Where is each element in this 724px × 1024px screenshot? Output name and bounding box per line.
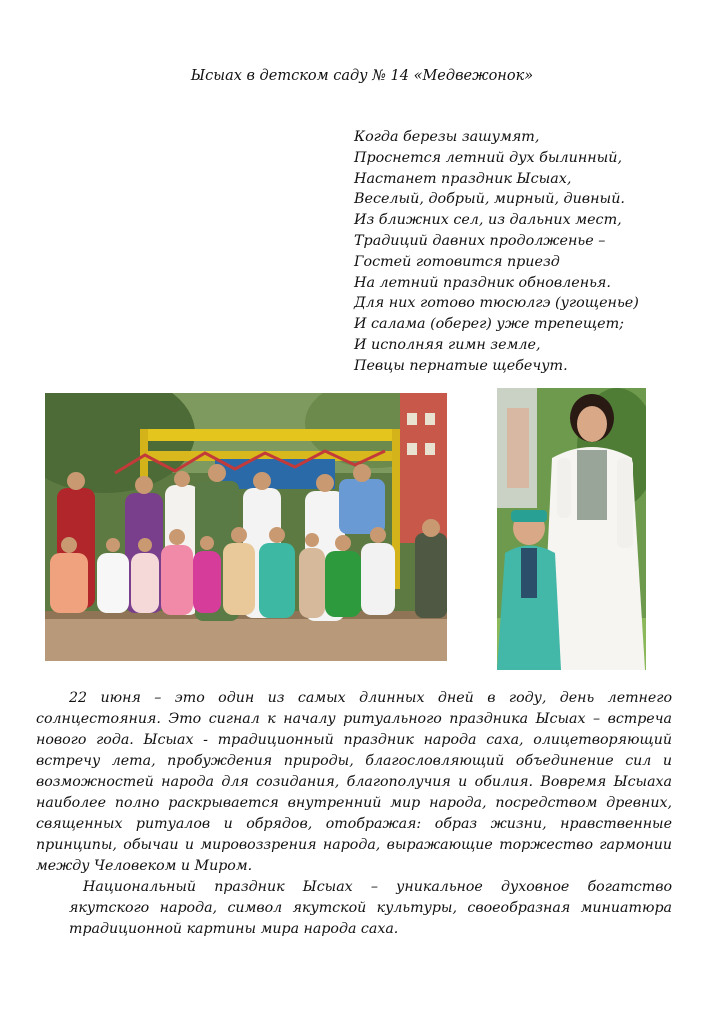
poem-line: Настанет праздник Ысыах, <box>354 170 572 187</box>
poem-line: Проснется летний дух былинный, <box>354 149 623 166</box>
page-title: Ысыах в детском саду № 14 «Медвежонок» <box>190 68 534 84</box>
poem-line: Гостей готовится приезд <box>354 253 560 270</box>
poem-line: Когда березы зашумят, <box>354 129 540 145</box>
poem-line: На летний праздник обновленья. <box>354 274 611 291</box>
poem <box>354 127 714 377</box>
poem-line: Традиций давних продолженье – <box>354 232 606 249</box>
group-photo <box>45 393 447 661</box>
poem-line: Веселый, добрый, мирный, дивный. <box>354 191 625 208</box>
poem-line: Для них готово тюсюлгэ (угощенье) <box>354 295 639 312</box>
paragraph: Национальный праздник Ысыах – уникальное духовное богатство якутского народа, символ якутской культуры, своеобразная миниатюра традиционной картины мира народа саха. <box>69 879 672 937</box>
portrait-photo <box>497 388 646 670</box>
poem-line: Из ближних сел, из дальних мест, <box>354 212 622 229</box>
article-body <box>36 688 672 940</box>
paragraph: 22 июня – это один из самых длинных дней в году, день летнего солнцестояния. Это сигнал к началу ритуального праздника Ысыах – встреча нового года. Ысыах - традиционный праздник народа саха, олицетворяющий встречу лета, пробуждения природы, благословляющий объединение сил и возможностей народа для созидания, благополучия и обилия. Вовремя Ысыаха наиболее полно раскрывается внутренний мир народа, посредством древних, священных ритуалов и обрядов, отображая: образ жизни, нравственные принципы, обычаи и мировоззрения народа, выражающие торжество гармонии между Человеком и Миром. <box>36 690 672 874</box>
poem-line: Певцы пернатые щебечут. <box>354 357 568 374</box>
poem-line: И салама (оберег) уже трепещет; <box>354 316 624 333</box>
poem-line: И исполняя гимн земле, <box>354 336 541 353</box>
